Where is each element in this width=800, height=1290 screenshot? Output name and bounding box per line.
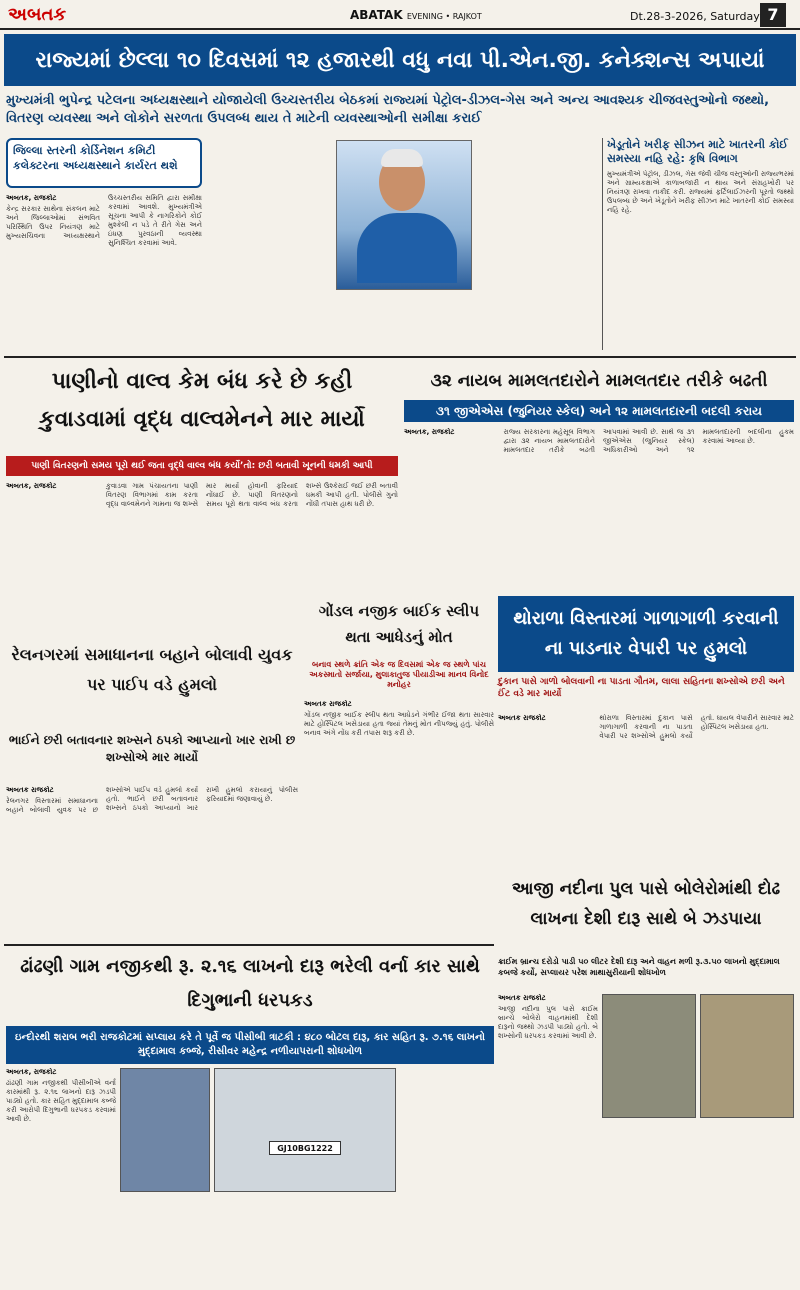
lead-box-title: જિલ્લા સ્તરની કોર્ડિનેશન કમિટી કલેક્ટરના અધ્યક્ષસ્થાને કાર્યરત થશે xyxy=(13,144,178,172)
chief-minister-photo xyxy=(336,140,472,290)
seized-car-photo xyxy=(214,1068,396,1192)
transfer-headline: ૩૨ નાયબ મામલતદારોને મામલતદાર તરીકે બઢતી xyxy=(430,371,768,391)
paper-title: ABATAK xyxy=(350,8,403,22)
divider-2 xyxy=(4,944,494,946)
farmers-body: મુખ્યમંત્રીએ પેટ્રોલ, ડીઝલ, ગેસ જેવી ચીજ વસ્તુઓની રાજ્યભરમાં અને ગ્રામ્યકક્ષાએ કાળાબજારી ન થાય અને સંગ્રહખોરી પર નિયંત્રણ રાખવા તાકીદ કરી. રાજ્યમાં ફર્ટિલાઈઝરની પૂરતો જથ્થો ઉપલબ્ધ છે અને ખેડૂતોને ખરીફ સીઝન માટે ખાતરની કોઈ સમસ્યા નહિ રહે. xyxy=(607,170,794,214)
page-number: 7 xyxy=(760,3,786,27)
divider xyxy=(4,356,796,358)
transfer-body-text: રાજ્ય સરકારના મહેસૂલ વિભાગ દ્વારા ૩૨ નાયબ મામલતદારોને મામલતદાર તરીકે બઢતી આપવામાં આવી છે. સાથે જ ૩૧ જીએએસ (જુનિયર સ્કેલ) અધિકારીઓ અને ૧૨ મામલતદારની બદલીના હુકમ કરવામાં આવ્યા છે. xyxy=(503,428,794,454)
seized-liquor-photo xyxy=(700,994,794,1118)
dhandhani-col xyxy=(400,1068,494,1284)
aji-body-text: આજી નદીના પુલ પાસે ક્રાઈમ બ્રાન્ચે બોલેરો વાહનમાંથી દેશી દારૂનો જથ્થો ઝડપી પાડ્યો હતો. બે શખ્સોની ધરપકડ કરવામાં આવી છે. xyxy=(498,1005,598,1040)
lead-box xyxy=(6,138,202,188)
aji-body xyxy=(498,994,598,1094)
transfer-body xyxy=(404,428,794,588)
aji-headline: આજી નદીના પુલ પાસે બોલેરોમાંથી દોઢ લાખના દેશી દારૂ સાથે બે ઝડપાયા xyxy=(511,879,781,929)
dhandhani-body-text: ઢાંઢણી ગામ નજીકથી પીસીબીએ વર્ના કારમાંથી રૂ. ૨.૧૬ લાખનો દારૂ ઝડપી પાડ્યો હતો. કાર સહિત મુદ્દામાલ કબ્જે કરી આરોપી દિગુભાની ધરપકડ કરવામાં આવી છે. xyxy=(6,1079,116,1123)
valve-dateline: અબતક, રાજકોટ xyxy=(6,482,57,490)
dhandhani-dateline: અબતક, રાજકોટ xyxy=(6,1068,57,1076)
dhandhani-strip: ઇન્દોરથી શરાબ ભરી રાજકોટમાં સપ્લાય કરે તે પૂર્વે જ પીસીબી ત્રાટકી : ૪૮૦ બોટલ દારૂ, કાર સહિત રૂ. ૭.૧૬ લાખનો મુદ્દામાલ કબ્જે, રીસીવર મહેન્દ્ર નળીયાપરાની શોધખોળ xyxy=(15,1032,485,1057)
lead-box-body xyxy=(6,194,202,354)
thorala-dateline: અબતક રાજકોટ xyxy=(498,714,546,722)
dhandhani-body xyxy=(6,1068,116,1284)
relnagar-body-text: રેલનગર વિસ્તારમાં સમાધાનના બહાને બોલાવી યુવક પર છ શખ્સોએ પાઈપ વડે હુમલો કર્યો હતો. ભાઈને છરી બતાવનાર શખ્સને ઠપકો આપ્યાનો ખાર રાખી હુમલો કરાયાનું પોલીસ ફરિયાદમાં જણાવાયું છે. xyxy=(6,786,298,814)
thorala-headline: થોરાળા વિસ્તારમાં ગાળાગાળી કરવાની ના પાડનાર વેપારી પર હુમલો xyxy=(513,608,779,659)
lead-headline: રાજ્યમાં છેલ્લા ૧૦ દિવસમાં ૧૨ હજારથી વધુ નવા પી.એન.જી. કનેક્શન્સ અપાયાં xyxy=(35,47,765,73)
seized-vehicle-photo xyxy=(602,994,696,1118)
gondal-body xyxy=(304,700,494,940)
thorala-subhead: દુકાન પાસે ગાળો બોલવાની ના પાડતા ગૌતમ, લાલા સહિતના શખ્સોએ છરી અને ઈંટ વડે માર માર્યો xyxy=(498,677,785,699)
aji-body-more xyxy=(498,1122,794,1282)
lead-col-text xyxy=(208,140,332,350)
dhandhani-headline: ઢાંઢણી ગામ નજીકથી રૂ. ૨.૧૬ લાખનો દારૂ ભરેલી વર્ના કાર સાથે દિગુભાની ધરપકડ xyxy=(20,956,480,1011)
relnagar-headline: રેલનગરમાં સમાધાનના બહાને બોલાવી યુવક પર પાઈપ વડે હુમલો xyxy=(11,645,293,694)
dhandhani-bottom-text xyxy=(120,1196,396,1284)
aji-dateline: અબતક રાજકોટ xyxy=(498,994,546,1002)
lead-headline-banner xyxy=(4,34,796,86)
masthead xyxy=(0,0,800,30)
photo-shirt-shape xyxy=(357,213,457,283)
valve-strip: પાણી વિતરણનો સમય પૂરો થઈ જતા વૃદ્ધે વાલ્વ બંધ કર્યો’તો: છરી બતાવી ખૂનની ધમકી આપી xyxy=(6,456,398,476)
gondal-body-text: ગોંડલ નજીક બાઈક સ્લીપ થતા આધેડને ગંભીર ઈજા થતા સારવાર માટે હોસ્પિટલ ખસેડાયા હતા જ્યાં તેમનું મોત નીપજ્યું હતું. પોલીસે બનાવ અંગે નોંધ કરી તપાસ શરૂ કરી છે. xyxy=(304,711,494,737)
thorala-headline-banner xyxy=(498,596,794,672)
relnagar-dateline: અબતક રાજકોટ xyxy=(6,786,54,794)
gondal-subhead: બનાવ સ્થળે ક્રાંતિ એક જ દિવસમાં એક જ સ્થળે પાંચ અકસ્માતો સર્જાયા, મુલાકાતુજ પીયાડીઆ માનવ વિનોદ મનોહર xyxy=(309,660,489,689)
lead-col-text-2 xyxy=(478,140,598,350)
transfer-dateline: અબતક, રાજકોટ xyxy=(404,428,455,436)
dhandhani-strip-banner xyxy=(6,1026,494,1064)
thorala-body-text: થોરાળા વિસ્તારમાં દુકાન પાસે ગાળાગાળી કરવાની ના પાડતા વેપારી પર શખ્સોએ હુમલો કર્યો હતો. ઘાયલ વેપારીને સારવાર માટે હોસ્પિટલ ખસેડાયા હતા. xyxy=(599,714,794,740)
thorala-body xyxy=(498,714,794,864)
photo-hair-shape xyxy=(381,149,423,167)
farmers-headline: ખેડૂતોને ખરીફ સીઝન માટે ખાતરની કોઈ સમસ્યા નહિ રહે: કૃષિ વિભાગ xyxy=(607,138,788,165)
lead-subhead: મુખ્યમંત્રી ભુપેન્દ્ર પટેલના અધ્યક્ષસ્થાને યોજાયેલી ઉચ્ચસ્તરીય બેઠકમાં રાજ્યમાં પેટ્રોલ-ડીઝલ-ગેસ અને અન્ય આવશ્યક ચીજવસ્તુઓનો જથ્થો, વિતરણ વ્યવસ્થા અને લોકોને સરળતા ઉપલબ્ધ થાય તે માટેની વ્યવસ્થાઓની સમીક્ષા કરાઈ xyxy=(6,93,770,126)
lead-dateline: અબતક, રાજકોટ xyxy=(6,194,57,202)
lead-body: કેન્દ્ર સરકાર સાથેના સંકલન માટે અને જિલ્લાઓમાં સંભવિત પરિસ્થિતિ ઉપર નિયંત્રણ માટે મુખ્યસચિવના અધ્યક્ષસ્થાને ઉચ્ચસ્તરીય સમિતિ દ્વારા સમીક્ષા કરવામાં આવશે. મુખ્યમંત્રીએ સૂચના આપી કે નાગરિકોને કોઈ મુશ્કેલી ન પડે તે રીતે ગેસ અને ઇંધણ પુરવઠાની વ્યવસ્થા સુનિશ્ચિત કરવામાં આવે. xyxy=(6,194,202,247)
paper-name xyxy=(350,8,482,22)
accused-photo xyxy=(120,1068,210,1192)
aji-subhead: ક્રાઈમ બ્રાન્ચ દરોડો પાડી ૫૦ લીટર દેશી દારૂ અને વાહન મળી રૂ.૩.૫૦ લાખનો મુદ્દામાલ કબજે કર્યો, સપ્લાયર પરેશ માથાસુરીયાની શોધખોળ xyxy=(498,957,780,977)
gondal-headline: ગોંડલ નજીક બાઈક સ્લીપ થતા આધેડનું મોત xyxy=(318,602,480,646)
newspaper-logo: અબતક xyxy=(8,4,67,25)
relnagar-subhead: ભાઈને છરી બતાવનાર શખ્સને ઠપકો આપ્યાનો ખાર રાખી છ શખ્સોએ માર માર્યો xyxy=(8,733,296,764)
farmers-story xyxy=(602,138,794,350)
relnagar-body xyxy=(6,786,298,936)
issue-date: Dt.28-3-2026, Saturday xyxy=(630,10,760,23)
valve-body-text: કુવાડવા ગામ પંચાયતના પાણી વિતરણ વિભાગમાં કામ કરતા વૃદ્ધ વાલ્વમેનને ગામના જ શખ્સે માર માર્યો હોવાની ફરિયાદ નોંધાઈ છે. પાણી વિતરણનો સમય પૂરો થતા વાલ્વ બંધ કરતા શખ્સે ઉશ્કેરાઈ જઈ છરી બતાવી ધમકી આપી હતી. પોલીસે ગુનો નોંધી તપાસ હાથ ધરી છે. xyxy=(106,482,398,508)
car-plate: GJ10BG1222 xyxy=(269,1141,341,1155)
gondal-dateline: અબતક રાજકોટ xyxy=(304,700,352,708)
valve-headline: પાણીનો વાલ્વ કેમ બંધ કરે છે કહી કુવાડવામાં વૃદ્ધ વાલ્વમેનને માર માર્યો xyxy=(39,368,365,432)
transfer-subhead: ૩૧ જીએએસ (જુનિયર સ્કેલ) અને ૧૨ મામલતદારની બદલી કરાય xyxy=(435,403,762,418)
transfer-subhead-banner xyxy=(404,400,794,422)
paper-edition: EVENING • RAJKOT xyxy=(406,12,482,21)
